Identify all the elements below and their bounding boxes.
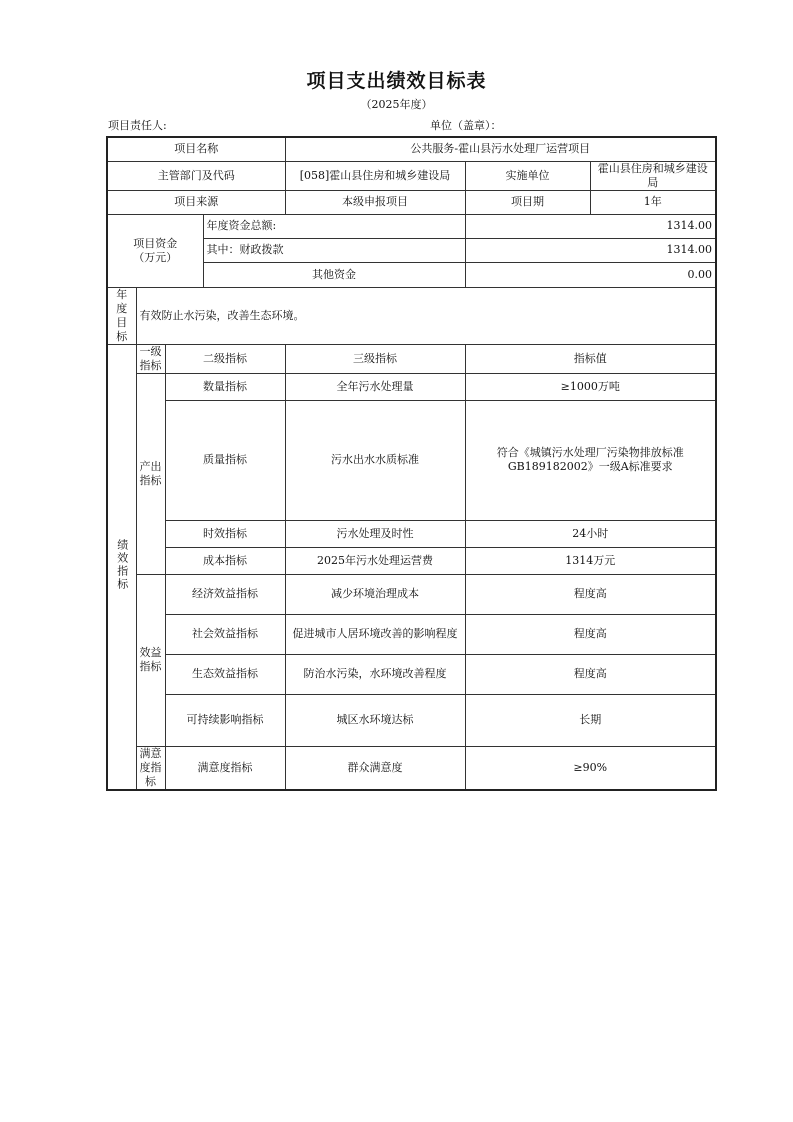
table-row — [107, 373, 716, 400]
level2-cell: 质量指标 — [165, 400, 285, 520]
unit-seal-label: 单位（盖章）： — [430, 119, 502, 132]
dept-value: [058]霍山县住房和城乡建设局 — [285, 161, 465, 190]
value-cell: ≥1000万吨 — [465, 373, 716, 400]
level3-cell: 减少环境治理成本 — [285, 574, 465, 614]
level3-cell: 群众满意度 — [285, 746, 465, 790]
annual-total-value: 1314.00 — [465, 214, 716, 238]
level2-header: 二级指标 — [165, 344, 285, 373]
source-value: 本级申报项目 — [285, 190, 465, 214]
row-project-name — [107, 137, 716, 161]
row-source — [107, 190, 716, 214]
level3-cell: 污水处理及时性 — [285, 520, 465, 547]
funds-label-text: 项目资金 — [133, 236, 178, 250]
annual-goal-label — [107, 287, 136, 344]
level2-cell: 时效指标 — [165, 520, 285, 547]
row-indicator-header — [107, 344, 716, 373]
table-row — [107, 574, 716, 614]
performance-table — [106, 136, 717, 791]
level3-cell: 城区水环境达标 — [285, 694, 465, 746]
project-name-label: 项目名称 — [107, 137, 285, 161]
level2-cell: 经济效益指标 — [165, 574, 285, 614]
level3-cell: 污水出水水质标准 — [285, 400, 465, 520]
annual-goal-value: 有效防止水污染，改善生态环境。 — [136, 287, 716, 344]
row-department — [107, 161, 716, 190]
impl-unit-value: 霍山县住房和城乡建设局 — [590, 161, 716, 190]
row-annual-total — [107, 214, 716, 238]
level3-cell: 全年污水处理量 — [285, 373, 465, 400]
fiscal-label: 其中：财政拨款 — [203, 238, 465, 262]
period-label: 项目期 — [465, 190, 590, 214]
value-header: 指标值 — [465, 344, 716, 373]
value-cell: 程度高 — [465, 614, 716, 654]
level3-cell: 促进城市人居环境改善的影响程度 — [285, 614, 465, 654]
table-row — [107, 614, 716, 654]
annual-goal-label-line2: 目标 — [116, 315, 128, 343]
value-cell: 程度高 — [465, 574, 716, 614]
level3-cell: 防治水污染，水环境改善程度 — [285, 654, 465, 694]
table-row — [107, 654, 716, 694]
level2-cell: 可持续影响指标 — [165, 694, 285, 746]
value-cell: 程度高 — [465, 654, 716, 694]
table-row — [107, 520, 716, 547]
output-indicator-label: 产出指标 — [136, 373, 165, 574]
funds-label — [107, 214, 203, 287]
other-funds-value: 0.00 — [465, 262, 716, 287]
period-value: 1年 — [590, 190, 716, 214]
responsible-person-label: 项目责任人: — [108, 119, 167, 132]
level2-cell: 社会效益指标 — [165, 614, 285, 654]
dept-label: 主管部门及代码 — [107, 161, 285, 190]
benefit-indicator-label: 效益指标 — [136, 574, 165, 746]
annual-total-label: 年度资金总额: — [203, 214, 465, 238]
level2-cell: 成本指标 — [165, 547, 285, 574]
table-row — [107, 400, 716, 520]
fiscal-year: （2025年度） — [360, 98, 433, 111]
page-title: 项目支出绩效目标表 — [306, 70, 487, 92]
value-cell: 24小时 — [465, 520, 716, 547]
satisfaction-indicator-label: 满意度指标 — [136, 746, 165, 790]
value-cell: 符合《城镇污水处理厂污染物排放标准GB189182002》一级A标准要求 — [465, 400, 716, 520]
level1-header: 一级指标 — [136, 344, 165, 373]
value-cell: 长期 — [465, 694, 716, 746]
source-label: 项目来源 — [107, 190, 285, 214]
row-annual-goal — [107, 287, 716, 344]
other-funds-label: 其他资金 — [203, 262, 465, 287]
perf-indicator-label — [107, 344, 136, 790]
level3-cell: 2025年污水处理运营费 — [285, 547, 465, 574]
perf-indicator-text: 绩效指标 — [115, 538, 129, 591]
funds-unit-text: （万元） — [133, 250, 178, 264]
annual-goal-label-line1: 年度 — [116, 287, 128, 315]
value-cell: ≥90% — [465, 746, 716, 790]
level2-cell: 数量指标 — [165, 373, 285, 400]
impl-unit-label: 实施单位 — [465, 161, 590, 190]
fiscal-value: 1314.00 — [465, 238, 716, 262]
table-row — [107, 694, 716, 746]
value-cell: 1314万元 — [465, 547, 716, 574]
table-row — [107, 746, 716, 790]
level2-cell: 满意度指标 — [165, 746, 285, 790]
table-row — [107, 547, 716, 574]
project-name-value: 公共服务-霍山县污水处理厂运营项目 — [285, 137, 716, 161]
level3-header: 三级指标 — [285, 344, 465, 373]
level2-cell: 生态效益指标 — [165, 654, 285, 694]
